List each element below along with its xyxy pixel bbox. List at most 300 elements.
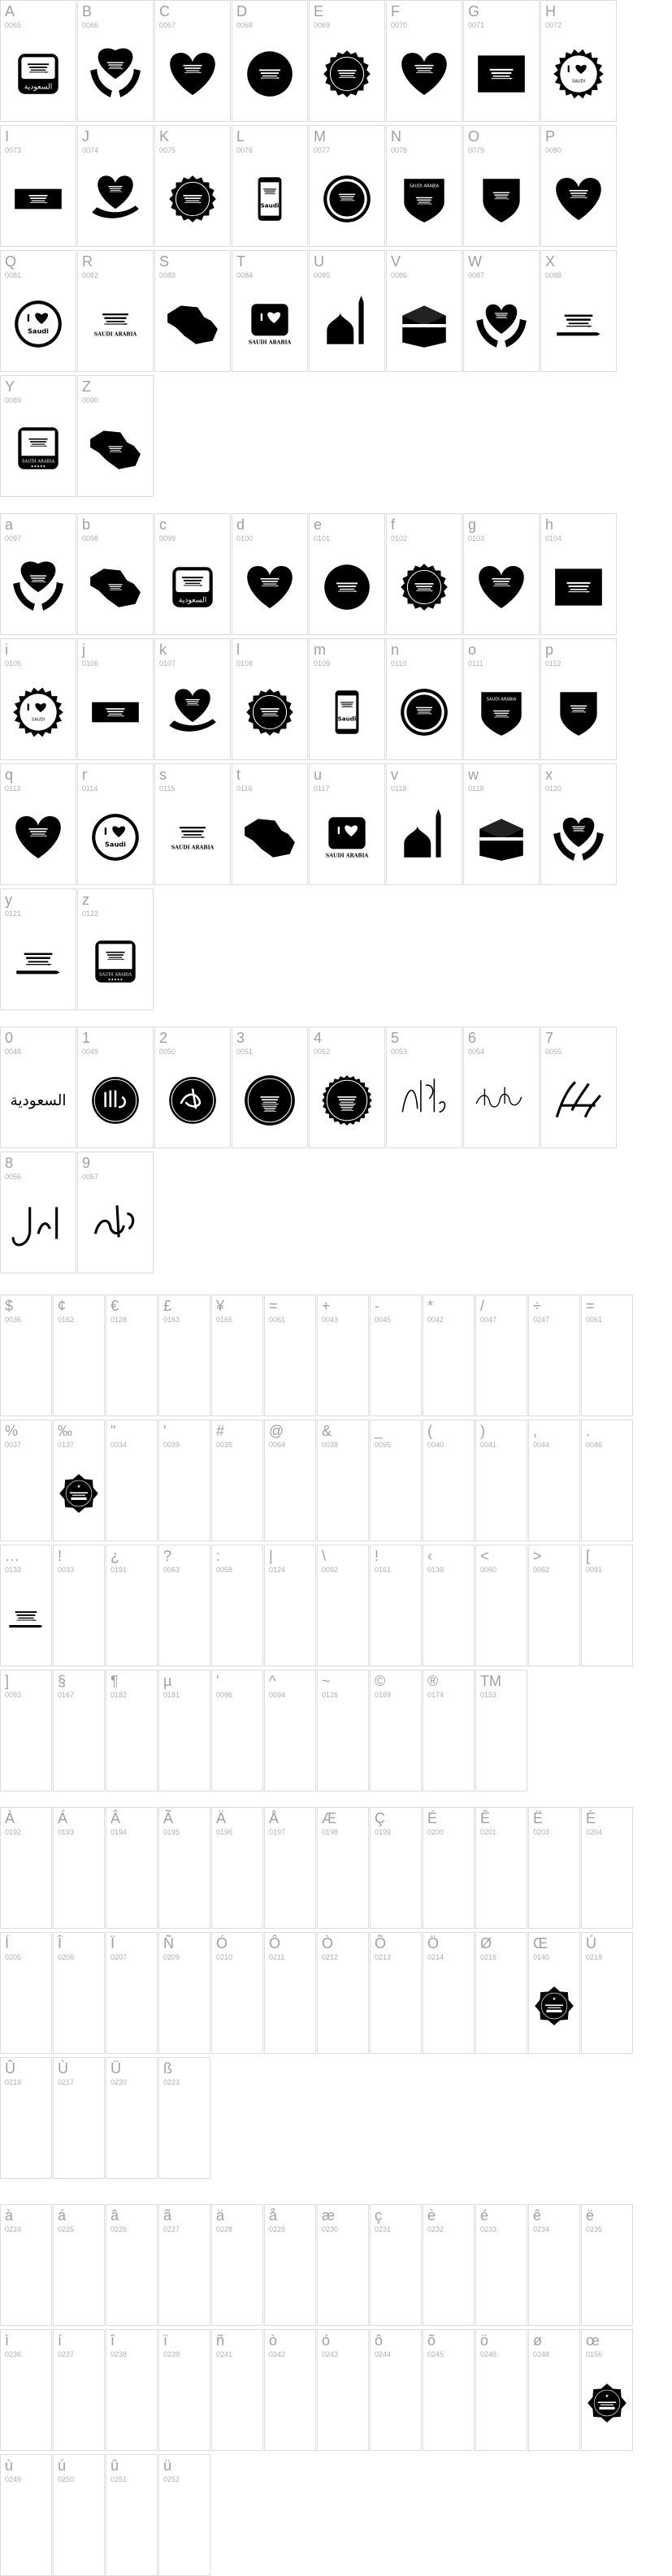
glyph-code: 0120 [545, 784, 562, 793]
glyph-cell[interactable] [309, 513, 385, 635]
glyph-cell[interactable] [581, 1807, 633, 1929]
glyph-cell[interactable] [309, 763, 385, 885]
glyph-code: 0204 [586, 1828, 603, 1836]
glyph-character: ç [375, 2207, 382, 2224]
glyph-cell[interactable] [154, 513, 231, 635]
glyph-cell[interactable] [423, 1670, 475, 1792]
glyph-character: ! [375, 1548, 379, 1564]
glyph-cell[interactable] [0, 2204, 52, 2326]
glyph-cell[interactable] [77, 513, 154, 635]
glyph-cell[interactable] [540, 125, 617, 247]
glyph-cell[interactable] [53, 2057, 105, 2179]
glyph-code: 0128 [111, 1316, 128, 1324]
glyph-code: 0220 [111, 2078, 128, 2086]
flag-banner-icon [10, 171, 67, 227]
glyph-code: 0070 [391, 21, 408, 29]
glyph-cell[interactable] [264, 1670, 316, 1792]
saudi-map-icon [241, 809, 298, 866]
glyph-cell[interactable] [232, 638, 308, 760]
glyph-character: c [159, 516, 167, 533]
glyph-character: Ñ [163, 1935, 174, 1951]
glyph-cell[interactable] [423, 1807, 475, 1929]
glyph-code: 0227 [163, 2225, 180, 2233]
glyph-cell[interactable] [463, 0, 540, 122]
glyph-character: J [82, 128, 89, 145]
glyph-cell[interactable] [528, 1294, 580, 1416]
glyph-character: W [468, 253, 482, 270]
flag-banner-icon [87, 684, 144, 741]
glyph-cell[interactable] [0, 2057, 52, 2179]
svg-text:★: ★ [605, 2393, 609, 2399]
glyph-cell[interactable] [463, 125, 540, 247]
glyph-cell[interactable] [423, 1545, 475, 1666]
glyph-cell[interactable] [0, 2329, 52, 2451]
glyph-character: Œ [533, 1935, 548, 1951]
glyph-cell[interactable] [386, 0, 462, 122]
glyph-cell[interactable] [77, 1152, 154, 1273]
glyph-cell[interactable] [309, 0, 385, 122]
glyph-character: Y [5, 378, 15, 395]
glyph-code: 0033 [58, 1566, 75, 1574]
glyph-code: 0095 [375, 1441, 392, 1449]
glyph-cell[interactable] [77, 250, 154, 372]
glyph-cell[interactable] [106, 1932, 158, 2054]
svg-text:I: I [26, 312, 31, 324]
glyph-cell[interactable] [106, 2204, 158, 2326]
glyph-cell[interactable] [0, 1807, 52, 1929]
glyph-code: 0191 [111, 1566, 128, 1574]
glyph-cell[interactable] [106, 2454, 158, 2576]
glyph-cell[interactable] [317, 1670, 369, 1792]
glyph-cell[interactable] [309, 638, 385, 760]
glyph-cell[interactable] [475, 1807, 527, 1929]
glyph-cell[interactable] [77, 1027, 154, 1148]
glyph-cell[interactable] [106, 2057, 158, 2179]
glyph-code: 0210 [216, 1953, 233, 1961]
glyph-code: 0230 [322, 2225, 339, 2233]
glyph-cell[interactable] [463, 638, 540, 760]
glyph-cell[interactable] [158, 2057, 210, 2179]
glyph-code: 0245 [427, 2350, 444, 2358]
glyph-character: ] [5, 1673, 10, 1689]
glyph-character: & [322, 1423, 332, 1439]
glyph-cell[interactable] [540, 513, 617, 635]
glyph-code: 0092 [322, 1566, 339, 1574]
glyph-cell[interactable] [106, 2329, 158, 2451]
glyph-cell[interactable] [423, 1294, 475, 1416]
glyph-cell[interactable] [264, 1932, 316, 2054]
glyph-character: * [427, 1298, 434, 1314]
glyph-cell[interactable] [370, 1545, 422, 1666]
glyph-cell[interactable] [0, 125, 76, 247]
glyph-character: ‰ [58, 1423, 72, 1439]
glyph-cell[interactable] [53, 1294, 105, 1416]
glyph-cell[interactable] [53, 1420, 105, 1541]
glyph-cell[interactable] [423, 2329, 475, 2451]
flag-circle-ring-icon [396, 684, 453, 741]
glyph-cell[interactable] [106, 1545, 158, 1666]
glyph-cell[interactable] [154, 125, 231, 247]
glyph-cell[interactable] [528, 1420, 580, 1541]
glyph-cell[interactable] [154, 0, 231, 122]
kaaba-icon [396, 296, 453, 352]
glyph-cell[interactable] [540, 0, 617, 122]
flag-rect-icon [550, 559, 607, 616]
glyph-cell[interactable] [264, 1294, 316, 1416]
glyph-cell[interactable] [0, 763, 76, 885]
glyph-cell[interactable] [232, 125, 308, 247]
glyph-cell[interactable] [158, 2204, 210, 2326]
glyph-cell[interactable] [53, 1932, 105, 2054]
glyph-cell[interactable] [309, 250, 385, 372]
glyph-code: 0043 [322, 1316, 339, 1324]
glyph-cell[interactable] [77, 125, 154, 247]
glyph-cell[interactable] [475, 2204, 527, 2326]
glyph-cell[interactable] [528, 1545, 580, 1666]
glyph-cell[interactable] [264, 2204, 316, 2326]
glyph-cell[interactable] [463, 513, 540, 635]
allah-circle-icon [87, 1072, 144, 1129]
glyph-character: ö [480, 2332, 489, 2349]
glyph-cell[interactable] [0, 1932, 52, 2054]
glyph-cell[interactable] [158, 1807, 210, 1929]
glyph-code: 0233 [480, 2225, 497, 2233]
glyph-cell[interactable] [309, 1027, 385, 1148]
glyph-cell[interactable] [53, 2454, 105, 2576]
glyph-cell[interactable] [386, 513, 462, 635]
glyph-cell[interactable] [232, 0, 308, 122]
glyph-code: 0174 [427, 1691, 444, 1699]
glyph-code: 0242 [269, 2350, 286, 2358]
glyph-code: 0226 [111, 2225, 128, 2233]
glyph-character: Ç [375, 1810, 385, 1826]
glyph-code: 0225 [58, 2225, 75, 2233]
glyph-character: + [322, 1298, 331, 1314]
glyph-character: L [236, 128, 245, 145]
glyph-cell[interactable] [581, 1545, 633, 1666]
glyph-character: : [216, 1548, 221, 1564]
glyph-code: 0122 [82, 910, 99, 918]
glyph-code: 0223 [163, 2078, 180, 2086]
script-flow-icon [10, 1197, 67, 1254]
glyph-cell[interactable] [528, 2204, 580, 2326]
glyph-character: S [159, 253, 170, 270]
glyph-code: 0069 [314, 21, 331, 29]
glyph-cell[interactable] [158, 1420, 210, 1541]
glyph-cell[interactable] [77, 638, 154, 760]
glyph-code: 0062 [533, 1566, 550, 1574]
glyph-code: 0110 [391, 659, 407, 668]
glyph-code: 0205 [5, 1953, 22, 1961]
glyph-code: 0209 [163, 1953, 180, 1961]
glyph-cell[interactable] [0, 1294, 52, 1416]
svg-text:SAUDI ARABIA: SAUDI ARABIA [21, 459, 55, 465]
glyph-cell[interactable] [154, 763, 231, 885]
glyph-cell[interactable] [0, 1545, 52, 1666]
glyph-cell[interactable] [317, 1545, 369, 1666]
glyph-code: 0161 [375, 1566, 392, 1574]
glyph-cell[interactable] [211, 1294, 263, 1416]
glyph-cell[interactable] [540, 1027, 617, 1148]
glyph-cell[interactable] [463, 1027, 540, 1148]
glyph-cell[interactable] [158, 2329, 210, 2451]
glyph-code: 0181 [163, 1691, 180, 1699]
glyph-cell[interactable] [386, 1027, 462, 1148]
glyph-code: 0121 [5, 910, 22, 918]
glyph-cell[interactable] [158, 2454, 210, 2576]
glyph-cell[interactable] [232, 763, 308, 885]
glyph-cell[interactable] [463, 763, 540, 885]
glyph-cell[interactable] [475, 1294, 527, 1416]
glyph-cell[interactable] [154, 638, 231, 760]
glyph-cell[interactable] [0, 638, 76, 760]
glyph-code: 0083 [159, 271, 176, 279]
glyph-cell[interactable] [540, 250, 617, 372]
glyph-character: À [5, 1810, 15, 1826]
glyph-cell[interactable] [158, 1545, 210, 1666]
glyph-cell[interactable] [317, 2204, 369, 2326]
glyph-cell[interactable] [232, 513, 308, 635]
glyph-cell[interactable] [540, 763, 617, 885]
glyph-cell[interactable] [317, 1807, 369, 1929]
glyph-cell[interactable] [211, 1807, 263, 1929]
glyph-cell[interactable] [264, 1807, 316, 1929]
glyph-cell[interactable] [370, 1420, 422, 1541]
svg-text:SAUDI ARABIA: SAUDI ARABIA [98, 972, 132, 978]
glyph-character: V [391, 253, 401, 270]
glyph-code: 0250 [58, 2475, 75, 2483]
glyph-cell[interactable] [475, 1545, 527, 1666]
glyph-cell[interactable] [581, 2204, 633, 2326]
glyph-cell[interactable] [370, 1807, 422, 1929]
glyph-code: 0124 [269, 1566, 286, 1574]
glyph-cell[interactable] [77, 375, 154, 497]
glyph-cell[interactable] [106, 1670, 158, 1792]
glyph-cell[interactable] [0, 0, 76, 122]
glyph-cell[interactable] [528, 2329, 580, 2451]
svg-text:Saudi: Saudi [104, 840, 127, 849]
glyph-cell[interactable] [317, 2329, 369, 2451]
glyph-character: b [82, 516, 91, 533]
glyph-cell[interactable] [528, 1932, 580, 2054]
glyph-cell[interactable] [0, 1152, 76, 1273]
glyph-code: 0097 [5, 534, 22, 542]
glyph-character: H [545, 3, 556, 19]
glyph-cell[interactable] [0, 1027, 76, 1148]
glyph-cell[interactable] [581, 1294, 633, 1416]
glyph-cell[interactable] [77, 888, 154, 1010]
glyph-code: 0080 [545, 146, 562, 154]
glyph-character: Æ [322, 1810, 336, 1826]
glyph-cell[interactable] [211, 1420, 263, 1541]
glyph-cell[interactable] [386, 250, 462, 372]
glyph-character: i [5, 642, 8, 658]
flag-heart-icon [473, 559, 530, 616]
glyph-code: 0085 [314, 271, 331, 279]
glyph-code: 0156 [586, 2350, 603, 2358]
glyph-cell[interactable] [77, 0, 154, 122]
glyph-code: 0104 [545, 534, 562, 542]
glyph-character: ¢ [58, 1298, 67, 1314]
glyph-cell[interactable] [423, 2204, 475, 2326]
glyph-cell[interactable] [158, 1294, 210, 1416]
glyph-character: € [111, 1298, 119, 1314]
glyph-cell[interactable] [581, 1420, 633, 1541]
glyph-cell[interactable] [540, 638, 617, 760]
glyph-cell[interactable] [0, 513, 76, 635]
glyph-cell[interactable] [106, 1420, 158, 1541]
glyph-cell[interactable] [158, 1932, 210, 2054]
svg-text:SAUDI: SAUDI [571, 79, 586, 84]
glyph-character: Ü [111, 2060, 121, 2077]
calligraphy-sword-icon [550, 296, 607, 352]
glyph-code: 0090 [82, 396, 99, 404]
glyph-cell[interactable] [53, 1807, 105, 1929]
glyph-character: Ó [216, 1935, 228, 1951]
flag-seal-icon [319, 45, 375, 102]
glyph-code: 0206 [58, 1953, 75, 1961]
glyph-character: ü [163, 2457, 172, 2474]
glyph-cell[interactable] [264, 1545, 316, 1666]
glyph-character: K [159, 128, 170, 145]
svg-text:★★★★★: ★★★★★ [107, 977, 124, 982]
glyph-cell[interactable] [211, 1670, 263, 1792]
glyph-character: ù [5, 2457, 14, 2474]
glyph-cell[interactable] [386, 763, 462, 885]
glyph-cell[interactable] [475, 1420, 527, 1541]
map-flag-icon [87, 421, 144, 478]
glyph-cell[interactable] [53, 2329, 105, 2451]
glyph-cell[interactable] [53, 1545, 105, 1666]
saudi-emblem-badge-icon [532, 1984, 576, 2028]
svg-text:I: I [259, 311, 264, 323]
glyph-cell[interactable] [317, 1294, 369, 1416]
glyph-character: G [468, 3, 480, 19]
glyph-code: 0108 [236, 659, 254, 668]
glyph-cell[interactable] [370, 2329, 422, 2451]
glyph-character: Ä [216, 1810, 227, 1826]
glyph-character: ú [58, 2457, 67, 2474]
glyph-code: 0048 [5, 1048, 22, 1056]
glyph-cell[interactable] [232, 1027, 308, 1148]
glyph-code: 0211 [269, 1953, 285, 1961]
glyph-cell[interactable] [264, 1420, 316, 1541]
glyph-character: é [480, 2207, 489, 2224]
glyph-cell[interactable] [53, 1670, 105, 1792]
glyph-cell[interactable] [106, 1807, 158, 1929]
glyph-character: P [545, 128, 556, 145]
glyph-cell[interactable] [0, 1420, 52, 1541]
glyph-character: á [58, 2207, 67, 2224]
glyph-character: z [82, 892, 89, 908]
glyph-character: à [5, 2207, 14, 2224]
glyph-cell[interactable] [386, 125, 462, 247]
i-love-sun-icon [550, 45, 607, 102]
glyph-cell[interactable] [264, 2329, 316, 2451]
glyph-cell[interactable] [211, 1545, 263, 1666]
glyph-cell[interactable] [0, 375, 76, 497]
glyph-character: / [480, 1298, 485, 1314]
glyph-cell[interactable] [581, 2329, 633, 2451]
glyph-cell[interactable] [370, 1670, 422, 1792]
glyph-code: 0086 [391, 271, 408, 279]
glyph-character: $ [5, 1298, 14, 1314]
glyph-cell[interactable] [154, 250, 231, 372]
glyph-code: 0067 [159, 21, 176, 29]
flag-saudi-stars-icon [87, 934, 144, 991]
glyph-character: " [111, 1423, 116, 1439]
glyph-character: X [545, 253, 556, 270]
glyph-cell[interactable] [475, 1932, 527, 2054]
glyph-code: 0241 [216, 2350, 233, 2358]
glyph-character: t [236, 767, 241, 783]
glyph-code: 0091 [586, 1566, 603, 1574]
glyph-cell[interactable] [317, 1932, 369, 2054]
glyph-code: 0066 [82, 21, 99, 29]
glyph-code: 0251 [111, 2475, 128, 2483]
glyph-code: 0239 [163, 2350, 180, 2358]
glyph-cell[interactable] [370, 2204, 422, 2326]
i-love-sun-icon [10, 684, 67, 741]
glyph-cell[interactable] [370, 1932, 422, 2054]
glyph-cell[interactable] [423, 1932, 475, 2054]
glyph-cell[interactable] [211, 1932, 263, 2054]
glyph-code: 0126 [322, 1691, 339, 1699]
glyph-cell[interactable] [317, 1420, 369, 1541]
glyph-code: 0054 [468, 1048, 485, 1056]
glyph-character: 9 [82, 1155, 91, 1171]
glyph-character: B [82, 3, 93, 19]
glyph-cell[interactable] [581, 1932, 633, 2054]
glyph-code: 0111 [468, 659, 483, 668]
glyph-code: 0052 [314, 1048, 331, 1056]
glyph-character: , [533, 1423, 538, 1439]
glyph-character: \ [322, 1548, 327, 1564]
shield-icon [550, 684, 607, 741]
glyph-cell[interactable] [0, 250, 76, 372]
glyph-cell[interactable] [232, 250, 308, 372]
glyph-code: 0192 [5, 1828, 22, 1836]
glyph-cell[interactable] [475, 1670, 527, 1792]
glyph-cell[interactable] [309, 125, 385, 247]
glyph-cell[interactable] [211, 2204, 263, 2326]
glyph-cell[interactable] [0, 888, 76, 1010]
glyph-cell[interactable] [106, 1294, 158, 1416]
flag-circle-icon [319, 559, 375, 616]
glyph-cell[interactable] [0, 1670, 52, 1792]
glyph-character: è [427, 2207, 436, 2224]
glyph-cell[interactable] [423, 1420, 475, 1541]
glyph-cell[interactable] [528, 1807, 580, 1929]
glyph-code: 0224 [5, 2225, 22, 2233]
glyph-cell[interactable] [211, 2329, 263, 2451]
glyph-cell[interactable] [154, 1027, 231, 1148]
glyph-code: 0249 [5, 2475, 22, 2483]
glyph-cell[interactable] [0, 2454, 52, 2576]
glyph-character: D [236, 3, 247, 19]
glyph-cell[interactable] [77, 763, 154, 885]
glyph-cell[interactable] [463, 250, 540, 372]
glyph-cell[interactable] [158, 1670, 210, 1792]
glyph-character: 7 [545, 1030, 554, 1046]
svg-text:ﺍﻟﺴﻌﻮﺩﻳﺔ: ﺍﻟﺴﻌﻮﺩﻳﺔ [178, 595, 207, 605]
glyph-cell[interactable] [53, 2204, 105, 2326]
heart-hands-icon [473, 296, 530, 352]
glyph-cell[interactable] [370, 1294, 422, 1416]
glyph-cell[interactable] [386, 638, 462, 760]
glyph-cell[interactable] [475, 2329, 527, 2451]
glyph-code: 0198 [322, 1828, 339, 1836]
